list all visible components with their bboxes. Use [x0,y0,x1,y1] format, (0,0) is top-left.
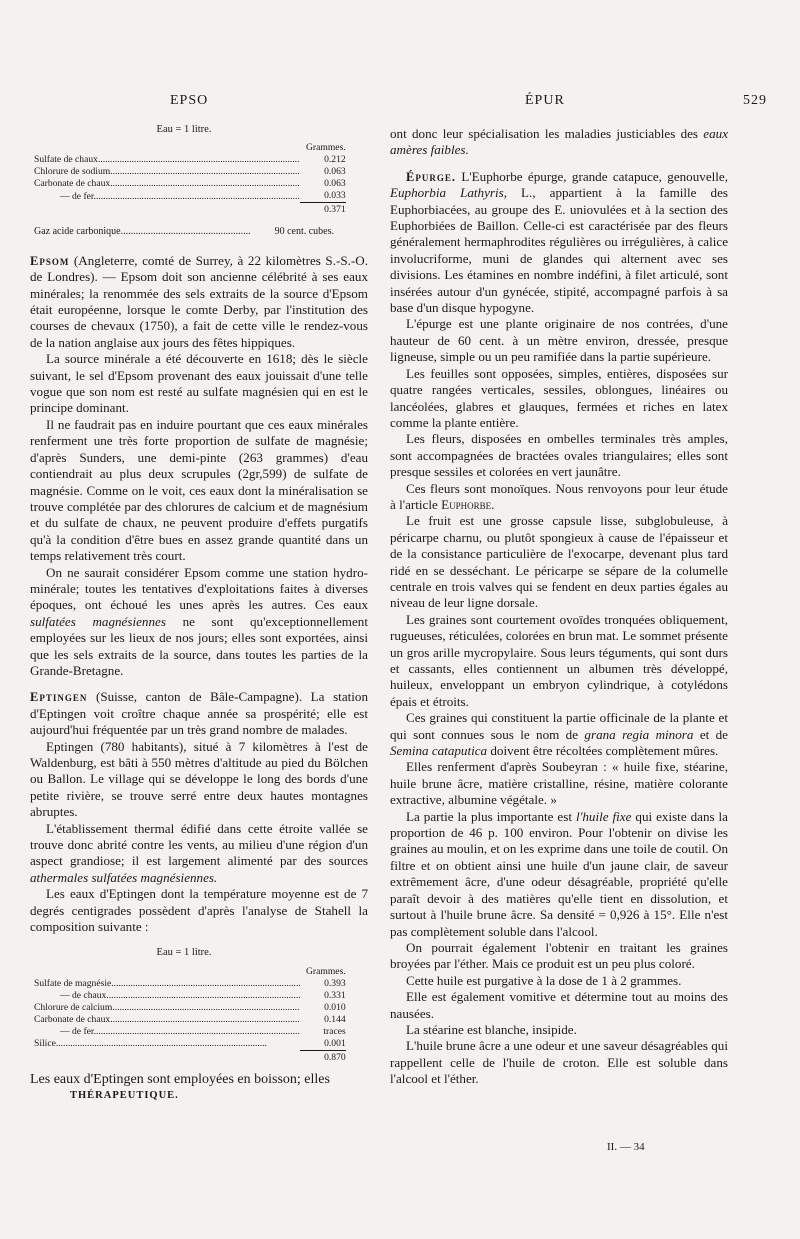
footer-section: THÉRAPEUTIQUE. [70,1090,179,1102]
paragraph: Les eaux d'Eptingen dont la température moyenne est de 7 degrés centigrades possèdent d'après l'analyse de Stahell la composition suivante : [30,886,368,935]
page-number: 529 [743,93,767,108]
paragraph: On ne saurait considérer Epsom comme une station hydro-minérale; toutes les tentatives d'exploitations faites à diverses époques, ont échoué les unes après les autres. Ces eaux sulfatées magnésiennes ne sont qu'exceptionnellement employées sur les lieux de nos jours; elles sont exportées, ainsi que les sels extraits de la source, dans toutes les parties de la Grande-Bretagne. [30,564,368,678]
paragraph: On pourrait également l'obtenir en traitant les graines broyées par l'éther. Mais ce produit est un peu plus coloré. [390,939,728,972]
table-row: Chlorure de calcium ..... 0.010 [34,1002,346,1014]
table-row: Sulfate de magnésie ..... 0.393 [34,978,346,990]
paragraph: Eptingen (780 habitants), situé à 7 kilomètres à l'est de Waldenburg, est bâti à 550 mètres d'altitude au pied du Bölchen ou Ballon. Le village qui se développe le long des bords d'une petite rivière, se trouve serré entre deux hautes montagnes abruptes. [30,738,368,820]
composition-table [34,966,346,1064]
paragraph: Les feuilles sont opposées, simples, entières, disposées sur quatre rangées verticales, sessiles, oblongues, linéaires ou lancéolées, glabres et glauques, fermées et riches en latex comme la plante entière. [390,365,728,430]
paragraph: Ces fleurs sont monoïques. Nous renvoyons pour leur étude à l'article Euphorbe. [390,480,728,512]
signature-mark: II. — 34 [607,1141,645,1153]
epsom-entry: Epsom (Angleterre, comté de Surrey, à 22 kilomètres S.-S.-O. de Londres). — Epsom doit son ancienne célébrité à ses eaux minérales; la renommée des sels extraits de la source d'Epsom était européenne, lorsque le comte Derby, par l'institution des courses de chevaux (1750), a fait de cette ville le rendez-vous de la nation anglaise aux jours des fêtes hippiques. [30,252,368,350]
table-row: Chlorure de sodium ..... 0.063 [34,166,346,178]
table-row: — de fer ..... traces [34,1026,346,1038]
analysis-table-2 [34,945,346,1063]
paragraph: L'épurge est une plante originaire de nos contrées, d'une hauteur de 60 cent. à un mètre environ, dressée, presque ligneuse, simple ou un peu ramifiée dans la partie supérieure. [390,316,728,365]
paragraph: Il ne faudrait pas en induire pourtant que ces eaux minérales renferment une très forte proportion de sulfate de magnésie; d'après Sunders, une demi-pinte (263 grammes) d'eau contiendrait au plus deux scrupules (2gr,599) de sulfate de magnésie. Comme on le voit, ces eaux dont la minéralisation se trouve complétée par des chlorures de calcium et de magnésium et du sulfate de chaux, ne peuvent produire d'effets purgatifs qu'à la condition d'être bues en assez grande quantité dans un temps relativement très court. [30,416,368,564]
table-row: Silice ..... 0.001 [34,1038,346,1051]
paragraph: Les fleurs, disposées en ombelles terminales très amples, sont accompagnées de bractées ovales triangulaires; elles sont presque sessiles et colorées en vert jaunâtre. [390,431,728,480]
paragraph: La source minérale a été découverte en 1618; dès le siècle suivant, le sel d'Epsom provenant des eaux jouissait d'une telle vogue que son nom est resté au sulfate magnésien qui en est le principe dominant. [30,351,368,416]
right-column [390,126,728,1088]
paragraph: ont donc leur spécialisation les maladies justiciables des eaux amères faibles. [390,126,729,158]
paragraph: Le fruit est une grosse capsule lisse, subglobuleuse, à péricarpe charnu, ou plutôt spongieux à cause de l'épaisseur et de la consistance particulière de l'exocarpe, devenant plus tard ridé en se desséchant. Le péricarpe se sépare de la columelle centrale en trois valves qui se fendent en deux parties égales au niveau de leur ligne dorsale. [390,513,728,611]
table-title: Eau = 1 litre. [156,124,212,135]
gas-line: Gaz acide carbonique ..... 90 cent. cubes. [34,224,334,240]
left-column [30,122,368,1105]
paragraph: Elle est également vomitive et détermine tout au moins des nausées. [390,989,728,1021]
entry-heading: Epsom [30,253,70,268]
table-row: Carbonate de chaux ..... 0.144 [34,1014,346,1026]
analysis-table-1 [34,122,346,241]
table-title: Eau = 1 litre. [156,947,212,959]
paragraph: L'établissement thermal édifié dans cette étroite vallée se trouve donc abrité contre les vents, au milieu d'une région d'un aspect grandiose; il est largement alimenté par des sources athermales sulfatées magnésiennes. [30,820,368,885]
table-total: 0.870 [34,1050,346,1064]
paragraph: La stéarine est blanche, insipide. [406,1021,577,1037]
table-row: Sulfate de chaux ..... 0.212 [34,154,346,166]
running-head-left: EPSO [170,93,209,108]
unit-header: Grammes. [306,965,346,977]
table-row: Carbonate de chaux ..... 0.063 [34,178,346,190]
epurge-entry: Épurge. L'Euphorbe épurge, grande catapuce, genouvelle, Euphorbia Lathyris, L., appartient à la famille des Euphorbiacées, au groupe des E. uniovulées et à la section des Euphorbiées de Baillon. Celle-ci est caractérisée par des fleurs généralement hermaphrodites régulières ou irrégulières, à calice involucriforme, muni de glandes qui alternent avec ses divisions. Les étamines en nombre indéfini, à filet articulé, sont insérées autour d'un gynécée, stipité, accompagné parfois à sa base d'un disque hypogyne. [390,168,728,316]
paragraph: Les graines sont courtement ovoïdes tronquées obliquement, rugueuses, réticulées, colorées en brun mat. Le sommet présente un gros arille mycropylaire. Sous leurs téguments, qui sont durs et cassants, elles contiennent un albumen très développé, huileux, enveloppant un embryon cylindrique, à cotylédons épais et étroits. [390,611,728,709]
unit-header: Grammes. [306,142,346,154]
eptingen-entry: Eptingen (Suisse, canton de Bâle-Campagne). La station d'Eptingen voit croître chaque année sa prospérité; elle est aujourd'hui fréquentée par un très grand nombre de malades. [30,689,369,738]
paragraph: Ces graines qui constituent la partie officinale de la plante et qui sont connues sous le nom de grana regia minora et de Semina cataputica doivent être récoltées complètement mûres. [390,710,728,759]
entry-heading: Eptingen [30,690,88,705]
table-total: 0.371 [34,203,346,217]
paragraph: Cette huile est purgative à la dose de 1 à 2 grammes. [406,972,682,988]
paragraph: La partie la plus importante est l'huile fixe qui existe dans la proportion de 46 p. 100 environ. Pour l'obtenir on divise les graines au moulin, et on les exprime dans une toile de coutil. On filtre et on obtient ainsi une huile d'un jaune clair, de saveur extrêmement âcre, d'une odeur désagréable, propriété qu'elle paraît devoir à des matières qu'elle tient en dissolution, et surtout à l'huile brune âcre. Sa densité = 0,926 à 15°. Elle n'est pas complètement soluble dans l'alcool. [390,808,728,939]
composition-table [34,142,346,216]
paragraph: L'huile brune âcre a une odeur et une saveur désagréables qui rappellent celle de l'huile de croton. Elle est soluble dans l'alcool et l'éther. [390,1038,728,1087]
running-head-right: ÉPUR [525,93,565,108]
paragraph: Elles renferment d'après Soubeyran : « huile fixe, stéarine, huile brune âcre, matière cristalline, résine, matière colorante extractive, albumine végétale. » [390,759,728,808]
entry-heading: Épurge. [406,169,456,184]
paragraph: Les eaux d'Eptingen sont employées en boisson; elles [30,1071,330,1087]
table-row: — de chaux ..... 0.331 [34,990,346,1002]
table-row: — de fer ..... 0.033 [34,190,346,203]
